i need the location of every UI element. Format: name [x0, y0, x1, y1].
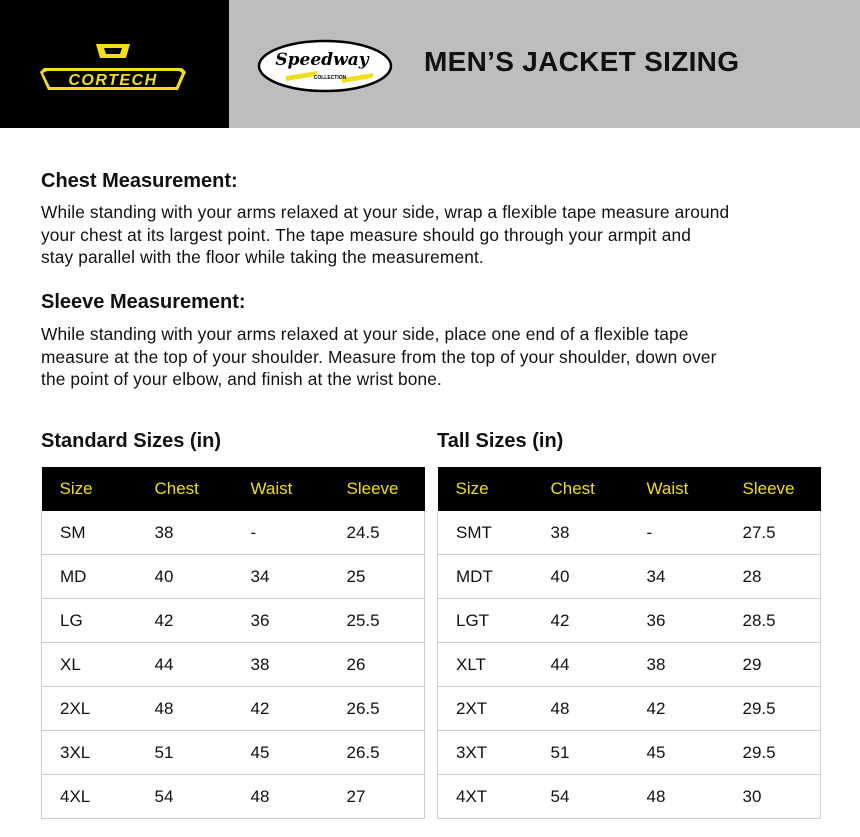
table-row [42, 687, 425, 731]
chest-cell: 44 [137, 643, 233, 687]
table-row [42, 555, 425, 599]
table-header-row [42, 467, 425, 511]
size-cell: LG [42, 599, 137, 643]
sleeve-cell: 24.5 [329, 511, 425, 555]
chest-line: While standing with your arms relaxed at your side, wrap a flexible tape measure around [41, 202, 730, 222]
waist-cell: 45 [233, 731, 329, 775]
page-title: MEN’S JACKET SIZING [424, 46, 740, 77]
table-row [438, 555, 821, 599]
sleeve-cell: 27 [329, 775, 425, 819]
sleeve-cell: 27.5 [725, 511, 821, 555]
waist-cell: 45 [629, 731, 725, 775]
sleeve-cell: 28 [725, 555, 821, 599]
size-cell: 3XL [42, 731, 137, 775]
column-header-chest: Chest [137, 467, 233, 511]
table-row [42, 511, 425, 555]
sleeve-cell: 25.5 [329, 599, 425, 643]
chest-cell: 42 [137, 599, 233, 643]
size-cell: XL [42, 643, 137, 687]
table-row [42, 599, 425, 643]
table-row [438, 599, 821, 643]
table-row [438, 687, 821, 731]
standard-table-title: Standard Sizes (in) [41, 430, 222, 452]
sleeve-cell: 26.5 [329, 731, 425, 775]
size-cell: LGT [438, 599, 533, 643]
waist-cell: - [629, 511, 725, 555]
column-header-sleeve: Sleeve [725, 467, 821, 511]
waist-cell: 48 [629, 775, 725, 819]
sleeve-cell: 26.5 [329, 687, 425, 731]
table-row [438, 775, 821, 819]
column-header-sleeve: Sleeve [329, 467, 425, 511]
header-brand-panel [0, 0, 229, 128]
waist-cell: 36 [233, 599, 329, 643]
chest-cell: 51 [137, 731, 233, 775]
sleeve-cell: 30 [725, 775, 821, 819]
table-row [42, 775, 425, 819]
size-cell: 2XL [42, 687, 137, 731]
waist-cell: - [233, 511, 329, 555]
tall-table-title: Tall Sizes (in) [437, 430, 564, 452]
sleeve-cell: 29 [725, 643, 821, 687]
svg-text:Speedway: Speedway [275, 50, 369, 70]
waist-cell: 34 [629, 555, 725, 599]
chest-cell: 48 [137, 687, 233, 731]
waist-cell: 42 [629, 687, 725, 731]
svg-text:CORTECH: CORTECH [68, 72, 158, 89]
chest-heading: Chest Measurement: [41, 170, 238, 192]
tall-sizes-table [437, 467, 821, 819]
svg-text:COLLECTION: COLLECTION [313, 75, 347, 81]
chest-line: stay parallel with the floor while taking the measurement. [41, 247, 484, 267]
cortech-logo [40, 42, 186, 92]
column-header-size: Size [438, 467, 533, 511]
column-header-waist: Waist [233, 467, 329, 511]
sleeve-cell: 25 [329, 555, 425, 599]
waist-cell: 36 [629, 599, 725, 643]
table-row [42, 643, 425, 687]
table-row [438, 643, 821, 687]
sleeve-heading: Sleeve Measurement: [41, 291, 246, 313]
column-header-chest: Chest [533, 467, 629, 511]
sleeve-cell: 29.5 [725, 687, 821, 731]
waist-cell: 48 [233, 775, 329, 819]
size-cell: MD [42, 555, 137, 599]
sleeve-line: While standing with your arms relaxed at your side, place one end of a flexible tape [41, 324, 689, 344]
sleeve-description [41, 323, 831, 391]
size-cell: 4XL [42, 775, 137, 819]
page-header [0, 0, 860, 128]
chest-cell: 51 [533, 731, 629, 775]
size-cell: 2XT [438, 687, 533, 731]
waist-cell: 38 [629, 643, 725, 687]
size-cell: SM [42, 511, 137, 555]
speedway-logo [256, 38, 394, 94]
sleeve-line: measure at the top of your shoulder. Measure from the top of your shoulder, down over [41, 346, 717, 367]
sleeve-line: the point of your elbow, and finish at the wrist bone. [41, 369, 443, 389]
waist-cell: 42 [233, 687, 329, 731]
sleeve-cell: 26 [329, 643, 425, 687]
table-header-row [438, 467, 821, 511]
chest-cell: 40 [533, 555, 629, 599]
size-cell: 3XT [438, 731, 533, 775]
table-row [42, 731, 425, 775]
chest-cell: 54 [137, 775, 233, 819]
size-cell: 4XT [438, 775, 533, 819]
chest-cell: 38 [137, 511, 233, 555]
chest-cell: 48 [533, 687, 629, 731]
chest-cell: 44 [533, 643, 629, 687]
column-header-waist: Waist [629, 467, 725, 511]
chest-cell: 42 [533, 599, 629, 643]
column-header-size: Size [42, 467, 137, 511]
waist-cell: 34 [233, 555, 329, 599]
table-row [438, 511, 821, 555]
table-row [438, 731, 821, 775]
chest-line: your chest at its largest point. The tape measure should go through your armpit and [41, 224, 691, 245]
sleeve-cell: 29.5 [725, 731, 821, 775]
standard-sizes-table [41, 467, 425, 819]
size-cell: XLT [438, 643, 533, 687]
chest-cell: 38 [533, 511, 629, 555]
sleeve-cell: 28.5 [725, 599, 821, 643]
waist-cell: 38 [233, 643, 329, 687]
chest-cell: 40 [137, 555, 233, 599]
size-cell: SMT [438, 511, 533, 555]
chest-description [41, 201, 831, 269]
size-cell: MDT [438, 555, 533, 599]
chest-cell: 54 [533, 775, 629, 819]
